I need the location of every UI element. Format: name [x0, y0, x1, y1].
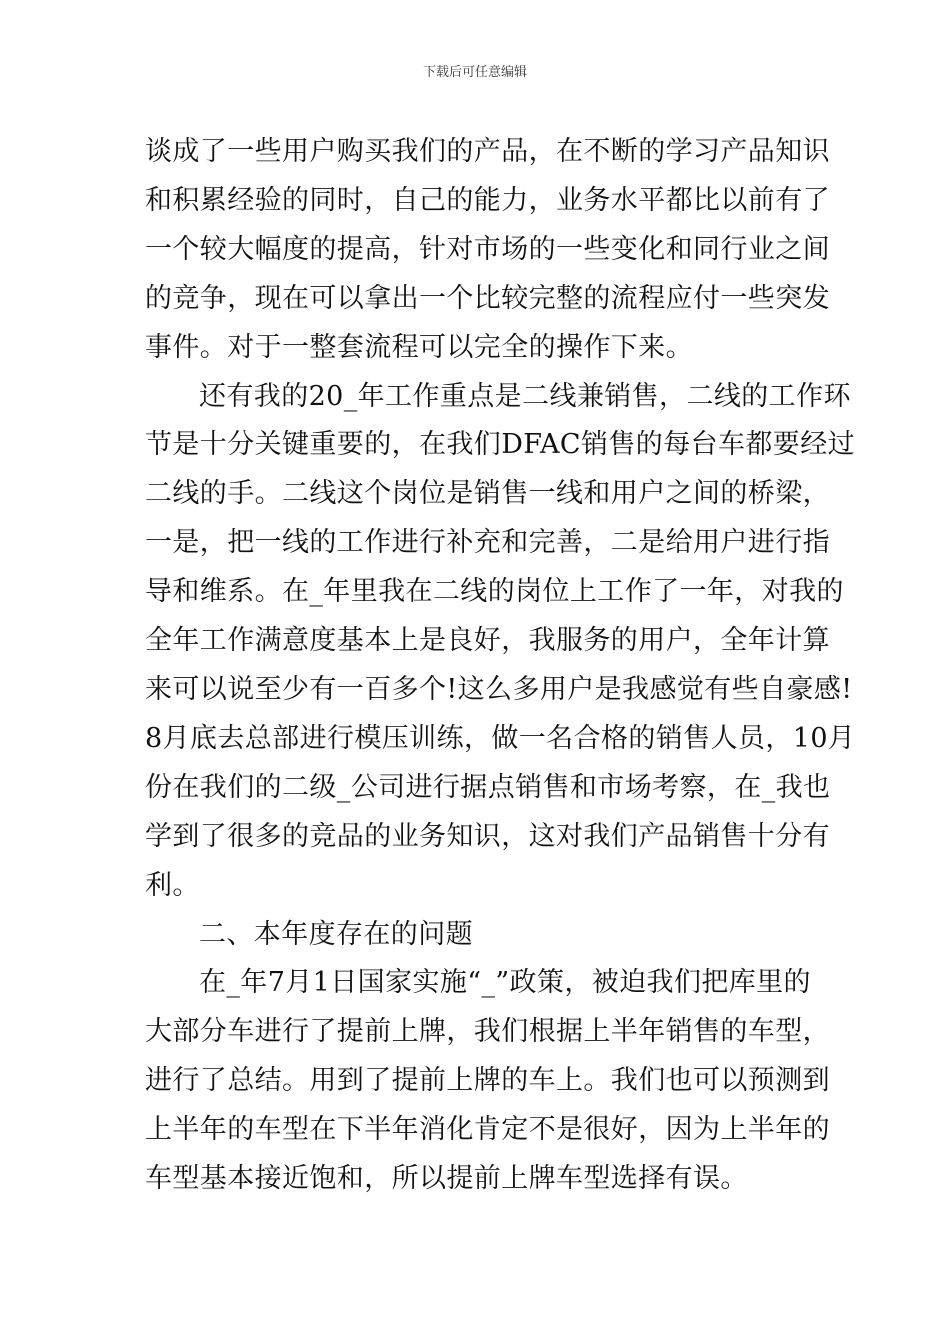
text-line: 一个较大幅度的提高，针对市场的一些变化和同行业之间 [145, 233, 830, 265]
text-line: 上半年的车型在下半年消化肯定不是很好，因为上半年的 [145, 1114, 830, 1146]
text-line: 节是十分关键重要的，在我们DFAC销售的每台车都要经过 [145, 429, 855, 461]
section-heading [145, 911, 825, 960]
text-line: 学到了很多的竞品的业务知识，这对我们产品销售十分有 [145, 820, 830, 852]
text-line: 进行了总结。用到了提前上牌的车上。我们也可以预测到 [145, 1065, 830, 1097]
text-line: 一是，把一线的工作进行补充和完善，二是给用户进行指 [145, 527, 830, 559]
paragraph [145, 959, 830, 1204]
paragraph [145, 373, 856, 911]
text-line: 在_年7月1日国家实施“_”政策，被迫我们把库里的 [199, 967, 811, 999]
text-line: 二线的手。二线这个岗位是销售一线和用户之间的桥梁， [145, 478, 830, 510]
text-line: 谈成了一些用户购买我们的产品，在不断的学习产品知识 [145, 136, 830, 167]
paragraph [145, 128, 830, 373]
text-line: 利。 [145, 869, 200, 901]
text-line: 导和维系。在_年里我在二线的岗位上工作了一年，对我的 [145, 576, 844, 608]
text-line: 还有我的20_年工作重点是二线兼销售，二线的工作环 [199, 380, 851, 412]
text-line: 8月底去总部进行模压训练，做一名合格的销售人员，10月 [145, 722, 856, 754]
text-line: 车型基本接近饱和，所以提前上牌车型选择有误。 [145, 1163, 748, 1195]
text-line: 份在我们的二级_公司进行据点销售和市场考察，在_我也 [145, 771, 831, 803]
text-line: 全年工作满意度基本上是良好，我服务的用户，全年计算 [145, 625, 830, 657]
document-body [145, 128, 856, 1204]
text-line: 事件。对于一整套流程可以完全的操作下来。 [145, 331, 693, 363]
text-line: 来可以说至少有一百多个!这么多用户是我感觉有些自豪感! [145, 673, 853, 705]
text-line: 大部分车进行了提前上牌，我们根据上半年销售的车型， [145, 1016, 830, 1048]
page-header: 下载后可任意编辑 [422, 65, 527, 80]
heading-text: 二、本年度存在的问题 [199, 918, 473, 950]
text-line: 的竞争，现在可以拿出一个比较完整的流程应付一些突发 [145, 282, 830, 314]
text-line: 和积累经验的同时，自己的能力，业务水平都比以前有了 [145, 184, 830, 216]
